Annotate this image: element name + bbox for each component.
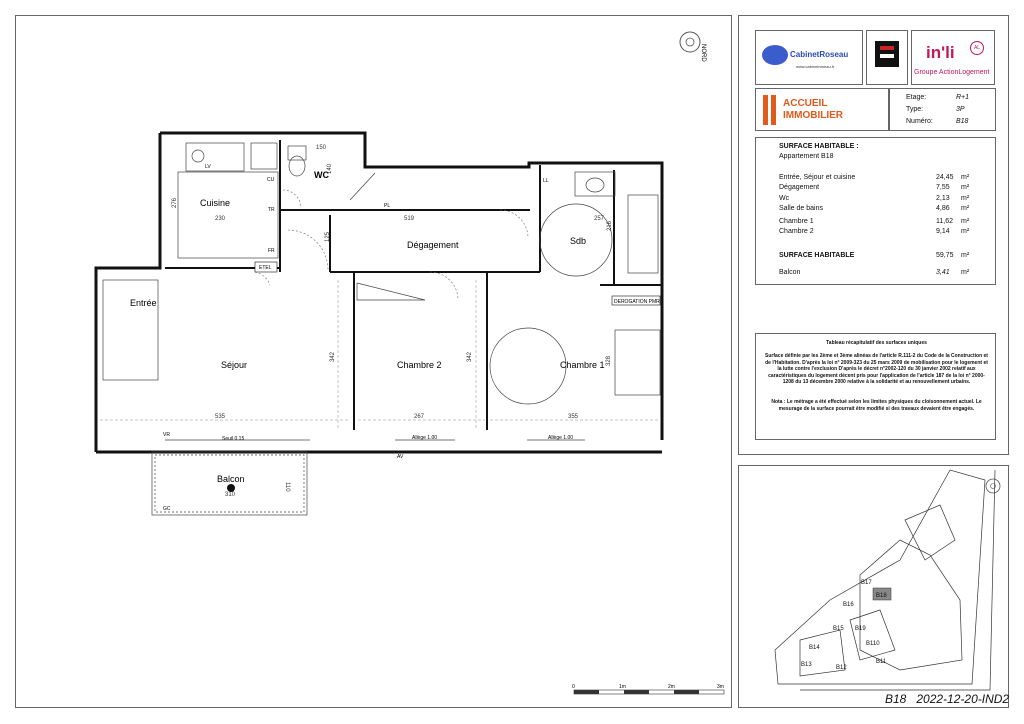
surface-total-value: 59,75 bbox=[936, 252, 954, 259]
room-chambre1-label: Chambre 1 bbox=[560, 360, 605, 370]
keyplan-unit: B16 bbox=[843, 602, 854, 608]
notes-para1: Surface définie par les 2ème et 3ème alinéas de l'article R.111-2 du Code de la Construction et de l'Habitation. D'après la loi n° 2009-323 du 25 mars 2009 de mobilisation pour le logement et la lutte contre l'exclusion D'après le décret n°2002-120 du 30 janvier 2002 relatif aux caractéristiques du logement décent pris pour l'application de l'article 187 de la loi n° 2000-1208 du 13 décembre 2000 relative à la solidarité et au renouvellement urbains. bbox=[765, 353, 988, 385]
balcon-value: 3,41 bbox=[936, 269, 950, 276]
surface-row-unit: m² bbox=[961, 174, 970, 181]
scale-0: 0 bbox=[572, 684, 575, 690]
keyplan-unit: B19 bbox=[855, 626, 866, 632]
dim-328: 328 bbox=[606, 355, 612, 366]
dim-276: 276 bbox=[172, 197, 178, 208]
vr-mark: VR bbox=[163, 432, 170, 438]
keyplan-unit: B15 bbox=[833, 626, 844, 632]
surface-row-label: Salle de bains bbox=[779, 205, 823, 212]
room-degagement-label: Dégagement bbox=[407, 240, 459, 250]
surface-row-unit: m² bbox=[961, 218, 970, 225]
room-sejour-label: Séjour bbox=[221, 360, 248, 370]
ge-logo bbox=[866, 30, 908, 85]
scale-2m: 2m bbox=[668, 684, 675, 690]
notes-heading: Tableau récapitulatif des surfaces uniques bbox=[826, 340, 927, 346]
surface-table bbox=[755, 137, 996, 285]
surface-row-value: 11,62 bbox=[936, 218, 953, 225]
numero-label: Numéro: bbox=[906, 118, 933, 125]
scale-bar bbox=[572, 684, 724, 694]
key-plan bbox=[738, 465, 1009, 708]
drawing-reference: B18 2022-12-20-IND2 bbox=[885, 692, 1010, 706]
cabinet-roseau-logo: CabinetRoseau www.cabinetroseau.fr bbox=[755, 30, 863, 85]
room-wc-label: WC bbox=[314, 170, 329, 180]
surface-total-label: SURFACE HABITABLE bbox=[779, 252, 855, 259]
dim-535: 535 bbox=[215, 414, 226, 420]
dim-310: 310 bbox=[225, 492, 236, 498]
etel-label: ETEL bbox=[259, 265, 272, 271]
pl-mark: PL bbox=[384, 203, 391, 209]
surface-row-label: Chambre 2 bbox=[779, 228, 814, 235]
dim-355: 355 bbox=[568, 414, 579, 420]
numero-value: B18 bbox=[956, 118, 969, 125]
keyplan-unit: B14 bbox=[809, 645, 820, 651]
keyplan-unit: B17 bbox=[861, 580, 872, 586]
room-sdb-label: Sdb bbox=[570, 236, 587, 246]
surface-row-label: Wc bbox=[779, 195, 790, 202]
dim-342-a: 342 bbox=[330, 351, 336, 362]
allege-2-label: Allège 1.00 bbox=[412, 435, 438, 441]
surface-row-value: 9,14 bbox=[936, 228, 950, 235]
etage-value: R+1 bbox=[956, 94, 970, 101]
allege-1-label: Allège 1.00 bbox=[548, 435, 574, 441]
lv-mark: LV bbox=[205, 164, 211, 170]
dim-140: 140 bbox=[327, 163, 333, 174]
balcon-label: Balcon bbox=[779, 269, 801, 276]
north-label: NORD bbox=[700, 44, 706, 62]
surface-title: SURFACE HABITABLE : bbox=[779, 143, 859, 150]
surface-row-value: 7,55 bbox=[936, 184, 950, 191]
keyplan-unit: B110 bbox=[866, 641, 880, 647]
surface-row-value: 4,86 bbox=[936, 205, 950, 212]
dim-150: 150 bbox=[316, 145, 327, 151]
seuil-label: Seuil 0.15 bbox=[222, 436, 245, 442]
cu-mark: CU bbox=[267, 177, 275, 183]
scale-3m: 3m bbox=[717, 684, 724, 690]
surface-row-value: 2,13 bbox=[936, 195, 950, 202]
surface-subtitle: Appartement B18 bbox=[779, 153, 834, 160]
type-label: Type: bbox=[906, 106, 924, 113]
balcon-unit: m² bbox=[961, 269, 970, 276]
surface-row-unit: m² bbox=[961, 184, 970, 191]
surface-row-label: Dégagement bbox=[779, 184, 820, 191]
av-mark: AV bbox=[397, 454, 404, 460]
keyplan-unit: B11 bbox=[876, 659, 887, 665]
gc-mark: GC bbox=[163, 506, 171, 512]
accueil-immobilier-logo: ACCUEIL IMMOBILIER bbox=[755, 88, 889, 131]
surface-row-value: 24,45 bbox=[936, 174, 954, 181]
dim-110: 110 bbox=[284, 482, 290, 492]
dim-267: 267 bbox=[414, 414, 425, 420]
dim-519: 519 bbox=[404, 216, 415, 222]
surface-row-label: Chambre 1 bbox=[779, 218, 814, 225]
dim-216: 216 bbox=[607, 220, 613, 231]
keyplan-unit: B12 bbox=[836, 665, 847, 671]
dim-230: 230 bbox=[215, 216, 226, 222]
dim-257: 257 bbox=[594, 216, 605, 222]
room-balcon-label: Balcon bbox=[217, 474, 245, 484]
surface-row-unit: m² bbox=[961, 228, 970, 235]
inli-logo: in'li AL Groupe ActionLogement bbox=[911, 30, 995, 85]
drain-icon bbox=[227, 484, 235, 492]
keyplan-unit: B13 bbox=[801, 662, 812, 668]
floor-plan bbox=[15, 15, 732, 708]
room-cuisine-label: Cuisine bbox=[200, 198, 231, 208]
type-value: 3P bbox=[956, 106, 965, 113]
surface-total-unit: m² bbox=[961, 252, 970, 259]
surface-row-unit: m² bbox=[961, 205, 970, 212]
room-chambre2-label: Chambre 2 bbox=[397, 360, 442, 370]
room-entree-label: Entrée bbox=[130, 298, 157, 308]
tr-mark: TR bbox=[268, 207, 275, 213]
north-arrow-icon bbox=[680, 32, 706, 62]
etage-label: Etage: bbox=[906, 94, 927, 101]
dim-342-b: 342 bbox=[467, 351, 473, 362]
surface-row-unit: m² bbox=[961, 195, 970, 202]
fr-mark: FR bbox=[268, 248, 275, 254]
compass-icon bbox=[986, 479, 1000, 493]
meta-block bbox=[889, 88, 996, 131]
ll-mark: LL bbox=[543, 178, 549, 184]
dim-125: 125 bbox=[325, 231, 331, 242]
notes-para2: Nota : Le métrage a été effectué selon les limites physiques du cloisonnement actuel. Le mesurage de la surface pourrait être modifié si des travaux devaient être engagés. bbox=[771, 399, 982, 412]
surface-row-label: Entrée, Séjour et cuisine bbox=[779, 174, 856, 181]
derogation-label: DEROGATION PMR bbox=[614, 299, 660, 305]
scale-1m: 1m bbox=[619, 684, 626, 690]
keyplan-unit-current: B18 bbox=[876, 593, 887, 599]
notes-block bbox=[755, 333, 996, 440]
